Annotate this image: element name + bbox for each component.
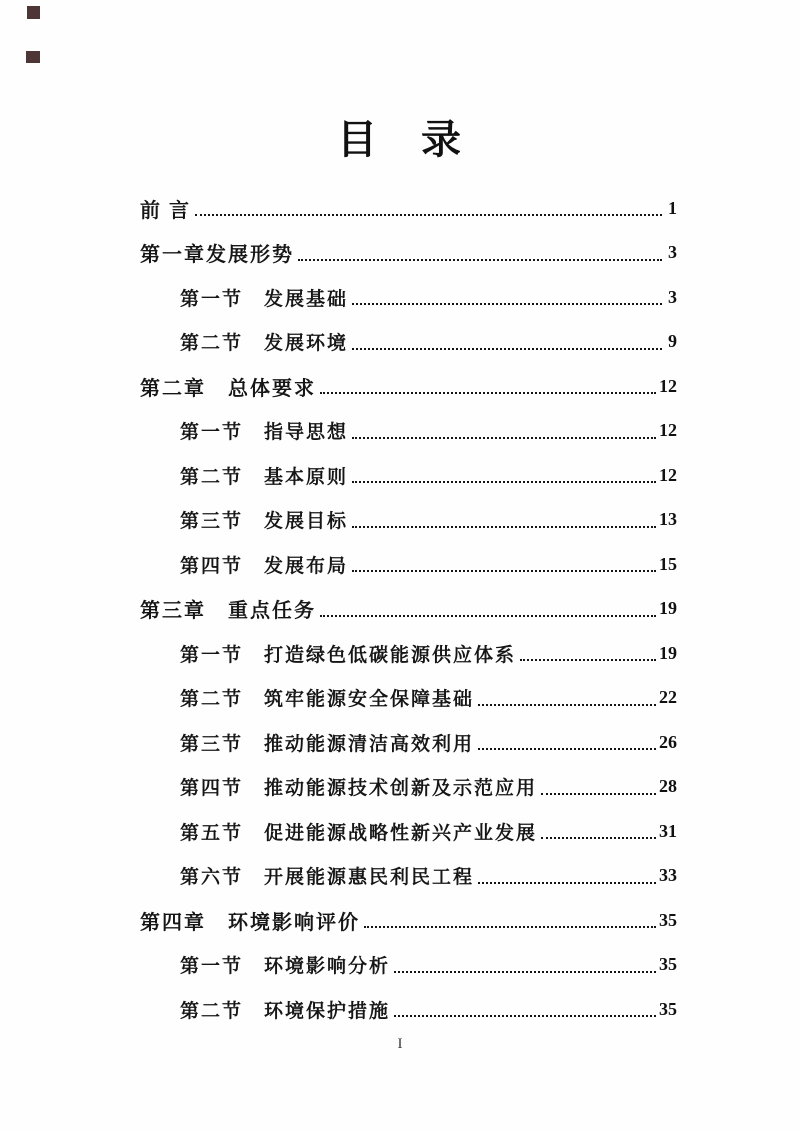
dot-leader-line	[394, 971, 656, 973]
toc-entry-label: 第一节 发展基础	[180, 288, 349, 310]
dot-leader-line	[352, 437, 656, 439]
toc-entry	[140, 676, 677, 721]
toc-entry-label: 第一节 打造绿色低碳能源供应体系	[180, 644, 517, 666]
toc-entry	[140, 453, 677, 498]
scan-artifact	[27, 6, 40, 19]
toc-entry-page: 26	[659, 731, 677, 752]
toc-entry-page: 3	[668, 286, 677, 307]
scan-artifact	[26, 51, 40, 63]
toc-entry-page: 35	[659, 998, 677, 1019]
footer-page-number: I	[397, 1036, 403, 1052]
toc-entry-page: 19	[659, 598, 677, 619]
dot-leader-line	[478, 704, 656, 706]
toc-entry-page: 31	[659, 820, 677, 841]
dot-leader-line	[352, 481, 656, 483]
toc-entry-page: 15	[659, 553, 677, 574]
page-title: 目 录	[337, 117, 463, 162]
toc-entry-page: 35	[659, 909, 677, 930]
toc-entry	[140, 854, 677, 899]
toc-entry	[140, 542, 677, 587]
dot-leader-line	[394, 1015, 656, 1017]
toc-entry-label: 第五节 促进能源战略性新兴产业发展	[180, 822, 538, 844]
toc-entry	[140, 809, 677, 854]
toc-entry	[140, 275, 677, 320]
toc-entry-label: 第二节 筑牢能源安全保障基础	[180, 689, 475, 711]
toc-entry-label: 第四节 发展布局	[180, 555, 349, 577]
toc-entry-page: 19	[659, 642, 677, 663]
dot-leader-line	[520, 659, 656, 661]
dot-leader-line	[320, 615, 656, 617]
toc-entry	[140, 320, 677, 365]
toc-entry-page: 1	[668, 197, 677, 218]
toc-entry-label: 第二节 环境保护措施	[180, 1000, 391, 1022]
toc-entry-label: 第四章 环境影响评价	[140, 911, 360, 934]
dot-leader-line	[352, 303, 662, 305]
toc-entry-page: 12	[659, 420, 677, 441]
toc-entry-page: 9	[668, 331, 677, 352]
toc-entry-label: 第一章发展形势	[140, 244, 294, 267]
dot-leader-line	[352, 570, 656, 572]
toc-entry-label: 第三节 发展目标	[180, 511, 349, 533]
dot-leader-line	[478, 748, 656, 750]
toc-entry-page: 35	[659, 954, 677, 975]
toc-entry	[140, 720, 677, 765]
dot-leader-line	[320, 392, 656, 394]
toc-entry-page: 3	[668, 242, 677, 263]
toc-entry-page: 22	[659, 687, 677, 708]
toc-entry-label: 第二章 总体要求	[140, 377, 316, 400]
toc-entry-label: 前 言	[140, 199, 191, 222]
toc-entry-label: 第二节 发展环境	[180, 333, 349, 355]
toc-entry-page: 28	[659, 776, 677, 797]
toc-entry-label: 第四节 推动能源技术创新及示范应用	[180, 778, 538, 800]
toc-entry-label: 第六节 开展能源惠民利民工程	[180, 867, 475, 889]
toc-entry	[140, 765, 677, 810]
toc-entry	[140, 943, 677, 988]
dot-leader-line	[541, 793, 656, 795]
toc-entry	[140, 364, 677, 409]
toc-entry	[140, 231, 677, 276]
toc-entry-page: 33	[659, 865, 677, 886]
toc-entry-label: 第三章 重点任务	[140, 600, 316, 623]
toc-entry-label: 第三节 推动能源清洁高效利用	[180, 733, 475, 755]
toc-entry-page: 12	[659, 464, 677, 485]
toc-entry	[140, 987, 677, 1032]
toc-entry-label: 第一节 指导思想	[180, 422, 349, 444]
toc-entry	[140, 631, 677, 676]
dot-leader-line	[352, 348, 662, 350]
toc-entry-page: 13	[659, 509, 677, 530]
toc-entry	[140, 898, 677, 943]
toc-entry-page: 12	[659, 375, 677, 396]
toc-entry	[140, 409, 677, 454]
dot-leader-line	[195, 214, 662, 216]
toc-entry-label: 第一节 环境影响分析	[180, 956, 391, 978]
dot-leader-line	[298, 259, 662, 261]
dot-leader-line	[478, 882, 656, 884]
dot-leader-line	[541, 837, 656, 839]
dot-leader-line	[352, 526, 656, 528]
toc-list	[140, 186, 677, 1032]
toc-entry-label: 第二节 基本原则	[180, 466, 349, 488]
dot-leader-line	[364, 926, 656, 928]
toc-entry	[140, 498, 677, 543]
toc-entry	[140, 587, 677, 632]
toc-entry	[140, 186, 677, 231]
